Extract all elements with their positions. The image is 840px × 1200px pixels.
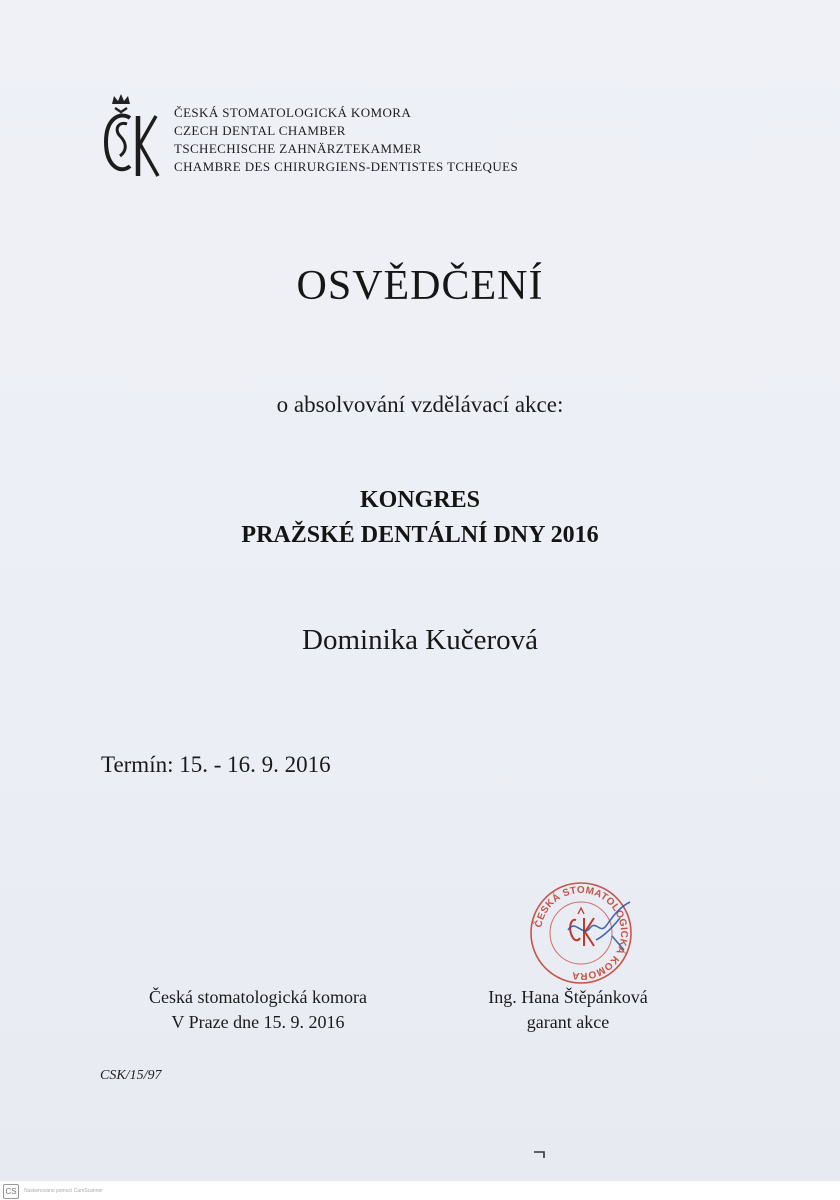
camscanner-logo-icon: CS (3, 1184, 19, 1199)
chamber-name-en: CZECH DENTAL CHAMBER (174, 123, 346, 138)
guarantor-block (468, 985, 668, 1035)
certificate-title: OSVĚDČENÍ (296, 263, 544, 309)
guarantor-role: garant akce (526, 1012, 610, 1032)
event-term: Termín: 15. - 16. 9. 2016 (101, 752, 331, 777)
participant-name: Dominika Kučerová (302, 624, 538, 656)
issuer-block (118, 985, 398, 1035)
guarantor-name: Ing. Hana Štěpánková (488, 987, 648, 1007)
stamp-text: ČESKÁ STOMATOLOGICKÁ KOMORA (533, 884, 630, 982)
issuer-name: Česká stomatologická komora (149, 987, 367, 1007)
official-stamp-icon (526, 878, 636, 988)
reference-number: CSK/15/97 (100, 1068, 162, 1083)
event-name (0, 483, 840, 553)
scanner-footer (0, 1181, 840, 1200)
issue-place-date: V Praze dne 15. 9. 2016 (171, 1012, 345, 1032)
page-corner-mark-icon (528, 1150, 548, 1160)
event-name-line-2: PRAŽSKÉ DENTÁLNÍ DNY 2016 (241, 522, 599, 548)
chamber-name-de: TSCHECHISCHE ZAHNÄRZTEKAMMER (174, 141, 422, 156)
chamber-logo-icon (100, 94, 162, 184)
chamber-names (174, 104, 518, 176)
chamber-name-fr: CHAMBRE DES CHIRURGIENS-DENTISTES TCHEQUES (174, 159, 519, 174)
svg-text:ČESKÁ STOMATOLOGICKÁ KOMORA (531, 885, 629, 981)
scanner-watermark-text: Naskenováno pomocí CamScanner (24, 1188, 103, 1194)
certificate-subtitle: o absolvování vzdělávací akce: (276, 392, 564, 417)
chamber-name-cs: ČESKÁ STOMATOLOGICKÁ KOMORA (174, 105, 412, 120)
event-name-line-1: KONGRES (359, 487, 481, 513)
